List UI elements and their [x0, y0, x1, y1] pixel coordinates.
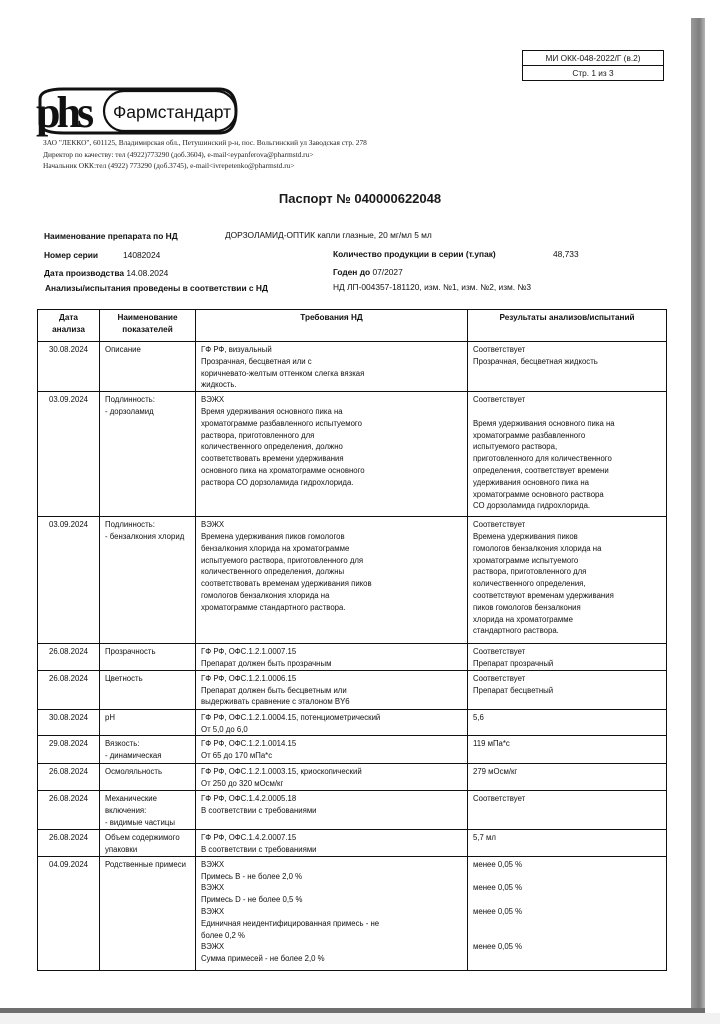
test-result-line: 5,6	[473, 712, 484, 722]
nd-requirements-line: ВЭЖХ	[201, 520, 225, 530]
indicator-name	[100, 764, 196, 791]
nd-requirements-line: В соответствии с требованиями	[201, 844, 317, 854]
nd-requirements-line: количественного определения, должны	[201, 567, 345, 577]
pharmstandard-logo	[34, 85, 238, 137]
test-result-line: Прозрачная, бесцветная жидкость	[473, 356, 598, 366]
nd-requirements	[196, 342, 468, 392]
production-date-value: 14.08.2024	[126, 268, 169, 278]
nd-requirements-line: Примесь В - не более 2,0 %	[201, 871, 303, 881]
analysis-date: 26.08.2024	[38, 829, 100, 856]
nd-requirements-line: основного пика на хроматограмме основного	[201, 465, 365, 475]
analysis-date: 03.09.2024	[38, 392, 100, 517]
indicator-name-line: Вязкость:	[105, 739, 140, 749]
nd-requirements-line: хроматограмме стандартного раствора.	[201, 602, 346, 612]
test-result-line: Время удерживания основного пика на	[473, 418, 615, 428]
nd-requirements-line: Препарат должен быть бесцветным или	[201, 685, 347, 695]
test-result-line: хроматограмме испытуемого	[473, 555, 579, 565]
test-result-line	[473, 930, 661, 942]
nd-requirements-line: Время удерживания основного пика на	[201, 406, 343, 416]
document-code: МИ ОКК-048-2022/Г (в.2)	[523, 51, 663, 66]
test-result	[468, 644, 667, 671]
test-result-line: менее 0,05 %	[473, 906, 523, 916]
nd-requirements-line: ВЭЖХ	[201, 883, 225, 893]
analysis-date: 26.08.2024	[38, 791, 100, 829]
expiry-value: 07/2027	[372, 267, 403, 277]
nd-requirements-line: От 5,0 до 6,0	[201, 724, 248, 734]
table-row	[38, 856, 667, 970]
indicator-name-line: Подлинность:	[105, 395, 155, 405]
nd-requirements-line: В соответствии с требованиями	[201, 806, 317, 816]
qc-head-contact: Начальник ОКК:тел (4922) 773290 (доб.3745), e-mail<ivrepetenko@pharmstd.ru>	[43, 161, 295, 170]
indicator-name	[100, 392, 196, 517]
test-result-line: хроматограмме разбавленного	[473, 430, 586, 440]
nd-requirements-line: ВЭЖХ	[201, 906, 225, 916]
scan-background	[0, 1013, 720, 1024]
test-result-line	[473, 894, 661, 906]
indicator-name-line: - дорзоламид	[105, 406, 154, 416]
table-row	[38, 392, 667, 517]
nd-requirements-line: количественного определения, должно	[201, 442, 343, 452]
nd-label: Анализы/испытания проведены в соответствии с НД	[45, 283, 268, 293]
test-result-line: пиков гомологов бензалкония	[473, 602, 581, 612]
indicator-name-line: pH	[105, 712, 115, 722]
indicator-name	[100, 736, 196, 764]
nd-value: НД ЛП-004357-181120, изм. №1, изм. №2, изм. №3	[333, 282, 532, 292]
nd-requirements-line: ГФ РФ, ОФС.1.2.1.0003.15, криоскопический	[201, 767, 362, 777]
passport-title: Паспорт № 040000622048	[278, 191, 442, 206]
nd-requirements	[196, 670, 468, 709]
nd-requirements-line: ГФ РФ, ОФС.1.2.1.0006.15	[201, 673, 297, 683]
indicator-name-line: Подлинность:	[105, 520, 155, 530]
test-result-line: Препарат бесцветный	[473, 685, 554, 695]
indicator-name-line: Механические	[105, 794, 157, 804]
test-result-line: определения, соответствует времени	[473, 465, 609, 475]
test-result-line: Соответствует	[473, 647, 526, 657]
test-result-line: менее 0,05 %	[473, 859, 523, 869]
test-result-line: стандартного раствора.	[473, 626, 559, 636]
nd-requirements-line: жидкость.	[201, 380, 237, 390]
test-result	[468, 791, 667, 829]
nd-requirements-line: От 65 до 170 мПа*с	[201, 751, 273, 761]
indicator-name	[100, 342, 196, 392]
test-result-line: приготовленного для количественного	[473, 454, 612, 464]
indicator-name	[100, 856, 196, 970]
test-result-line	[473, 871, 661, 883]
nd-requirements	[196, 392, 468, 517]
company-address: ЗАО "ЛЕККО", 601125, Владимирская обл., Петушинский р-н, пос. Вольгинский ул Заводская стр. 278	[43, 138, 367, 147]
test-result	[468, 736, 667, 764]
nd-requirements-line: ГФ РФ, ОФС.1.2.1.0004.15, потенциометрический	[201, 712, 381, 722]
header-results: Результаты анализов/испытаний	[468, 310, 667, 342]
test-result-line: соответствуют временам удерживания	[473, 590, 614, 600]
nd-requirements-line: выдерживать сравнение с эталоном BY6	[201, 697, 350, 707]
analysis-date: 26.08.2024	[38, 764, 100, 791]
test-result-line	[473, 953, 661, 965]
nd-requirements	[196, 517, 468, 644]
nd-requirements-line: От 250 до 320 мОсм/кг	[201, 779, 284, 789]
batch-label: Номер серии	[44, 250, 99, 260]
indicator-name-line: Родственные примеси	[105, 859, 187, 869]
analysis-date: 30.08.2024	[38, 342, 100, 392]
test-result-line: хроматограмме основного раствора	[473, 489, 604, 499]
nd-requirements	[196, 829, 468, 856]
header-requirements: Требования НД	[196, 310, 468, 342]
indicator-name-line: - видимые частицы	[105, 817, 175, 827]
test-result-line: хлорида на хроматограмме	[473, 614, 573, 624]
indicator-name	[100, 709, 196, 736]
test-result-line: 5,7 мл	[473, 832, 496, 842]
nd-requirements-line: раствора, приготовленного для	[201, 430, 315, 440]
analysis-date: 26.08.2024	[38, 670, 100, 709]
test-result-line: Соответствует	[473, 345, 526, 354]
analysis-date: 04.09.2024	[38, 856, 100, 970]
nd-requirements-line: хроматограмме разбавленного испытуемого	[201, 418, 362, 428]
test-result-line: СО дорзоламида гидрохлорида.	[473, 501, 591, 511]
nd-requirements-line: испытуемого раствора, приготовленного для	[201, 555, 364, 565]
table-row	[38, 829, 667, 856]
nd-requirements-line: ГФ РФ, визуальный	[201, 345, 272, 354]
indicator-name-line: Цветность	[105, 673, 143, 683]
test-result-line	[473, 918, 661, 930]
test-result-line: 279 мОсм/кг	[473, 767, 518, 777]
test-result-line: менее 0,05 %	[473, 942, 523, 952]
test-result	[468, 856, 667, 970]
nd-requirements-line: Времена удерживания пиков гомологов	[201, 531, 345, 541]
table-row	[38, 764, 667, 791]
test-result-line: раствора, приготовленного для	[473, 567, 587, 577]
nd-requirements-line: раствора СО дорзоламида гидрохлорида.	[201, 477, 354, 487]
test-result-line: Времена удерживания пиков	[473, 531, 578, 541]
table-row	[38, 736, 667, 764]
test-result-line: 119 мПа*с	[473, 739, 510, 749]
indicator-name	[100, 829, 196, 856]
analysis-date: 30.08.2024	[38, 709, 100, 736]
nd-requirements-line: Единичная неидентифицированная примесь - не	[201, 918, 380, 928]
production-date-label: Дата производства	[44, 268, 125, 278]
quantity-label: Количество продукции в серии (т.упак)	[333, 249, 496, 259]
product-value: ДОРЗОЛАМИД-ОПТИК капли глазные, 20 мг/мл 5 мл	[225, 230, 432, 240]
nd-requirements-line: ГФ РФ, ОФС.1.2.1.0007.15	[201, 647, 297, 657]
table-row	[38, 670, 667, 709]
analysis-date: 03.09.2024	[38, 517, 100, 644]
indicator-name-line: Описание	[105, 345, 141, 354]
nd-requirements-line: ГФ РФ, ОФС.1.2.1.0014.15	[201, 739, 297, 749]
test-result-line: испытуемого раствора,	[473, 442, 558, 452]
indicator-name	[100, 517, 196, 644]
nd-requirements	[196, 736, 468, 764]
nd-requirements	[196, 856, 468, 970]
indicator-name-line: Осмоляльность	[105, 767, 163, 777]
indicator-name	[100, 670, 196, 709]
results-table	[37, 309, 667, 971]
nd-requirements-line: Примесь D - не более 0,5 %	[201, 895, 303, 905]
nd-requirements	[196, 791, 468, 829]
nd-requirements-line: гомологов бензалкония хлорида на	[201, 590, 330, 600]
test-result-line	[473, 406, 661, 418]
scan-page-edge-right	[691, 18, 705, 1012]
analysis-date: 26.08.2024	[38, 644, 100, 671]
logo-name: Фармстандарт	[113, 102, 232, 122]
test-result	[468, 342, 667, 392]
nd-requirements-line: ВЭЖХ	[201, 859, 225, 869]
indicator-name-line: - динамическая	[105, 751, 162, 761]
test-result-line: Соответствует	[473, 673, 526, 683]
indicator-name-line: упаковки	[105, 844, 138, 854]
header-indicator: Наименование показателей	[100, 310, 196, 342]
test-result-line: Препарат прозрачный	[473, 658, 554, 668]
page-number: Стр. 1 из 3	[572, 67, 614, 78]
test-result	[468, 829, 667, 856]
nd-requirements-line: соответствовать временам удерживания пиков	[201, 579, 372, 589]
nd-requirements-line: более 0,2 %	[201, 930, 245, 940]
document-code-box	[522, 50, 664, 81]
table-row	[38, 644, 667, 671]
company-info	[43, 137, 367, 172]
nd-requirements	[196, 644, 468, 671]
test-result	[468, 392, 667, 517]
nd-requirements-line: соответствовать времени удерживания	[201, 454, 344, 464]
nd-requirements-line: Препарат должен быть прозрачным	[201, 658, 332, 668]
nd-requirements-line: ГФ РФ, ОФС.1.4.2.0007.15	[201, 832, 297, 842]
indicator-name-line: - бензалкония хлорид	[105, 531, 185, 541]
indicator-name-line: включения:	[105, 806, 147, 816]
test-result-line: Соответствует	[473, 395, 526, 405]
quantity-value: 48,733	[553, 249, 579, 259]
header-date: Дата анализа	[38, 310, 100, 342]
indicator-name	[100, 644, 196, 671]
nd-requirements-line: Сумма примесей - не более 2,0 %	[201, 954, 325, 964]
indicator-name-line: Прозрачность	[105, 647, 156, 657]
nd-requirements-line: Прозрачная, бесцветная или с	[201, 356, 312, 366]
test-result-line: менее 0,05 %	[473, 883, 523, 893]
logo-mark: phs	[36, 88, 91, 137]
test-result	[468, 709, 667, 736]
test-result-line: Соответствует	[473, 794, 526, 804]
test-result	[468, 764, 667, 791]
test-result-line: Соответствует	[473, 520, 526, 530]
test-result-line: количественного определения,	[473, 579, 586, 589]
nd-requirements-line: ВЭЖХ	[201, 395, 225, 405]
table-row	[38, 709, 667, 736]
nd-requirements-line: ГФ РФ, ОФС.1.4.2.0005.18	[201, 794, 297, 804]
nd-requirements	[196, 764, 468, 791]
nd-requirements-line: ВЭЖХ	[201, 942, 225, 952]
table-header-row	[38, 310, 667, 342]
quality-director-contact: Директор по качеству: тел (4922)773290 (доб.3604), e-mail<eypanferova@pharmstd.ru>	[43, 149, 314, 159]
table-row	[38, 342, 667, 392]
nd-requirements-line: коричневато-желтым оттенком слегка вязкая	[201, 368, 365, 378]
analysis-date: 29.08.2024	[38, 736, 100, 764]
expiry-label: Годен до	[333, 267, 371, 277]
product-label: Наименование препарата по НД	[44, 231, 178, 241]
table-row	[38, 791, 667, 829]
batch-value: 14082024	[123, 250, 161, 260]
test-result	[468, 670, 667, 709]
indicator-name	[100, 791, 196, 829]
test-result	[468, 517, 667, 644]
test-result-line: гомологов бензалкония хлорида на	[473, 543, 602, 553]
table-row	[38, 517, 667, 644]
test-result-line: удерживания основного пика на	[473, 477, 590, 487]
indicator-name-line: Объем содержимого	[105, 832, 180, 842]
nd-requirements	[196, 709, 468, 736]
nd-requirements-line: бензалкония хлорида на хроматограмме	[201, 543, 350, 553]
